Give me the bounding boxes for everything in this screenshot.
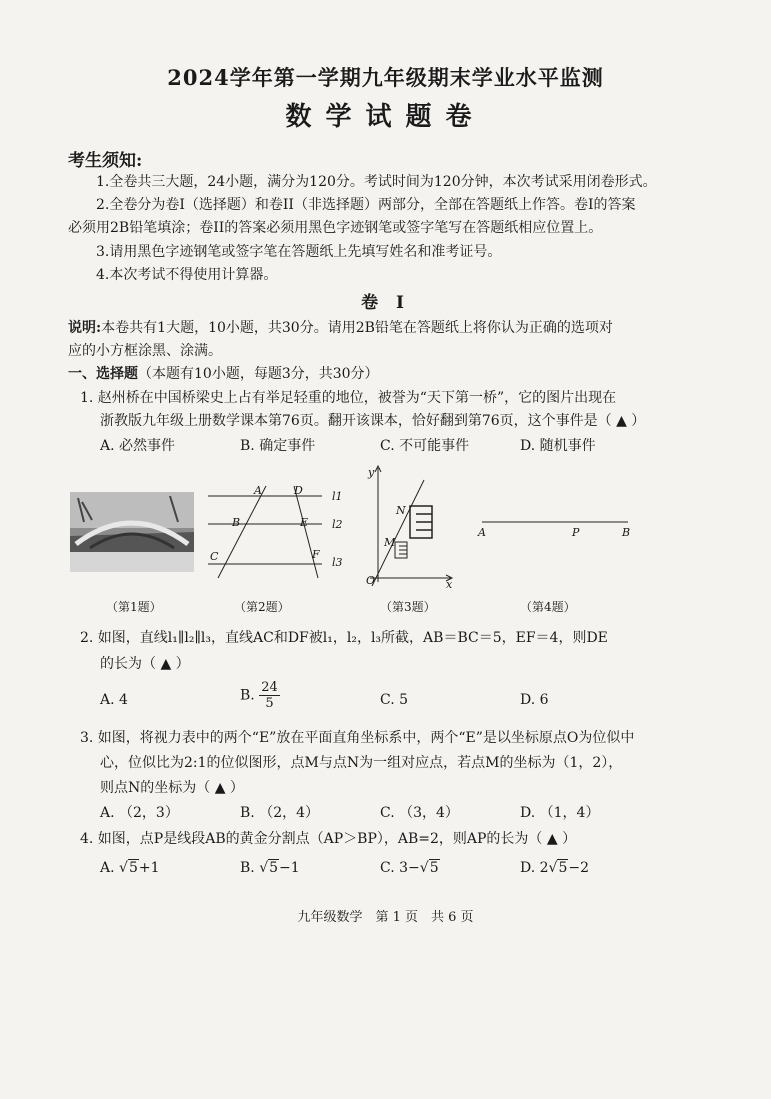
caption-fig3: （第3题） <box>380 600 436 614</box>
q2-option-b-label: B. <box>240 687 255 704</box>
q4-option-c: C. 3−√5 <box>380 860 439 876</box>
sqrt-radicand: 5 <box>429 860 439 876</box>
section-title: 卷 I <box>361 293 410 313</box>
q2-option-d: D. 6 <box>520 692 549 708</box>
notice-item-4: 4.本次考试不得使用计算器。 <box>96 267 278 283</box>
label-d: D <box>294 484 303 497</box>
q4-option-c-label: C. 3− <box>380 860 420 876</box>
q4-option-b-label: B. <box>240 860 255 876</box>
label-l2: l2 <box>332 518 343 531</box>
section-desc-line1: 本卷共有1大题，10小题，共30分。请用2B铅笔在答题纸上将你认为正确的选项对 <box>101 320 613 336</box>
q3-option-b: B. （2，4） <box>240 805 320 821</box>
q1-option-b: B. 确定事件 <box>240 438 316 454</box>
part-label: 一、选择题 <box>68 366 138 382</box>
q4-line1: 4. 如图，点P是线段AB的黄金分割点（AP＞BP），AB=2，则AP的长为（ ▲ ） <box>80 831 577 847</box>
label-a: A <box>478 526 486 539</box>
q4-option-d-rest: −2 <box>568 860 590 876</box>
label-m: M <box>384 536 396 549</box>
q1-option-a: A. 必然事件 <box>100 438 176 454</box>
notice-item-2-cont: 必须用2B铅笔填涂；卷II的答案必须用黑色字迹钢笔或签字笔写在答题纸相应位置上。 <box>68 220 603 236</box>
section-desc-label: 说明: <box>68 320 102 336</box>
q1-option-c: C. 不可能事件 <box>380 438 470 454</box>
q2-option-b-fraction <box>259 680 280 711</box>
exam-title: 2024学年第一学期九年级期末学业水平监测 <box>167 65 604 90</box>
q2-option-c: C. 5 <box>380 692 409 708</box>
q4-option-b: B. √5−1 <box>240 860 300 876</box>
q3-option-d: D. （1，4） <box>520 805 600 821</box>
q4-option-d: D. 2√5−2 <box>520 860 590 876</box>
bridge-photo <box>70 492 194 572</box>
exam-subtitle: 数学试题卷 <box>285 102 486 132</box>
sqrt-radicand: 5 <box>128 860 138 876</box>
q4-option-a-label: A. <box>100 860 115 876</box>
figure-2-parallel-lines <box>200 478 360 588</box>
label-b: B <box>622 526 631 539</box>
label-p: P <box>572 526 580 539</box>
q3-option-c: C. （3，4） <box>380 805 459 821</box>
q1-line1: 1. 赵州桥在中国桥梁史上占有举足轻重的地位，被誉为“天下第一桥”，它的图片出现在 <box>80 390 617 406</box>
caption-fig1: （第1题） <box>106 600 162 614</box>
q1-option-d: D. 随机事件 <box>520 438 596 454</box>
q4-option-d-label: D. 2 <box>520 860 549 876</box>
q2-option-b <box>240 680 280 711</box>
q4-option-b-rest: −1 <box>279 860 300 876</box>
section-desc-line2: 应的小方框涂黑、涂满。 <box>68 343 222 359</box>
part-text: （本题有10小题，每题3分，共30分） <box>138 366 379 382</box>
label-x: x <box>446 578 453 590</box>
sqrt-radicand: 5 <box>558 860 568 876</box>
q3-line3: 则点N的坐标为（ ▲ ） <box>100 780 244 796</box>
q4-option-a-rest: +1 <box>138 860 160 876</box>
notice-item-1: 1.全卷共三大题，24小题，满分为120分。考试时间为120分钟，本次考试采用闭卷形式。 <box>96 174 657 190</box>
q1-line2: 浙教版九年级上册数学课本第76页。翻开该课本，恰好翻到第76页，这个事件是（ ▲ ） <box>100 413 646 429</box>
label-y: y <box>368 466 375 479</box>
page-footer: 九年级数学 第 1 页 共 6 页 <box>297 910 474 925</box>
q2-option-a: A. 4 <box>100 692 128 708</box>
caption-fig2: （第2题） <box>234 600 290 614</box>
label-c: C <box>210 550 219 563</box>
label-b: B <box>232 516 241 529</box>
label-f: F <box>312 548 320 561</box>
fraction-denominator: 5 <box>265 696 274 711</box>
caption-fig4: （第4题） <box>520 600 576 614</box>
figure-3-coordinate-e <box>358 462 458 590</box>
large-e-bars <box>416 514 432 530</box>
label-a: A <box>254 484 262 497</box>
label-l1: l1 <box>332 490 343 503</box>
q3-line1: 3. 如图，将视力表中的两个“E”放在平面直角坐标系中，两个“E”是以坐标原点O为位似中 <box>80 730 635 746</box>
figure-4-segment-ab <box>470 512 640 542</box>
q2-line2: 的长为（ ▲ ） <box>100 656 190 672</box>
notice-item-3: 3.请用黑色字迹钢笔或签字笔在答题纸上先填写姓名和准考证号。 <box>96 244 502 260</box>
q2-line1: 2. 如图，直线l₁∥l₂∥l₃，直线AC和DF被l₁，l₂，l₃所截，AB＝BC＝5，EF＝4，则DE <box>80 630 608 646</box>
label-o: O <box>366 574 376 587</box>
q4-option-a: A. √5+1 <box>100 860 160 876</box>
notice-item-2: 2.全卷分为卷I（选择题）和卷II（非选择题）两部分，全部在答题纸上作答。卷I的答案 <box>96 197 636 213</box>
label-n: N <box>396 504 406 517</box>
ray-line <box>372 480 424 586</box>
label-l3: l3 <box>332 556 343 569</box>
sqrt-radicand: 5 <box>269 860 279 876</box>
label-e: E <box>300 516 309 529</box>
q3-option-a: A. （2，3） <box>100 805 179 821</box>
notice-heading: 考生须知: <box>68 151 143 171</box>
q3-line2: 心，位似比为2:1的位似图形，点M与点N为一组对应点，若点M的坐标为（1，2）， <box>100 755 623 771</box>
fraction-numerator: 24 <box>261 680 278 695</box>
small-e-bars <box>399 546 407 554</box>
